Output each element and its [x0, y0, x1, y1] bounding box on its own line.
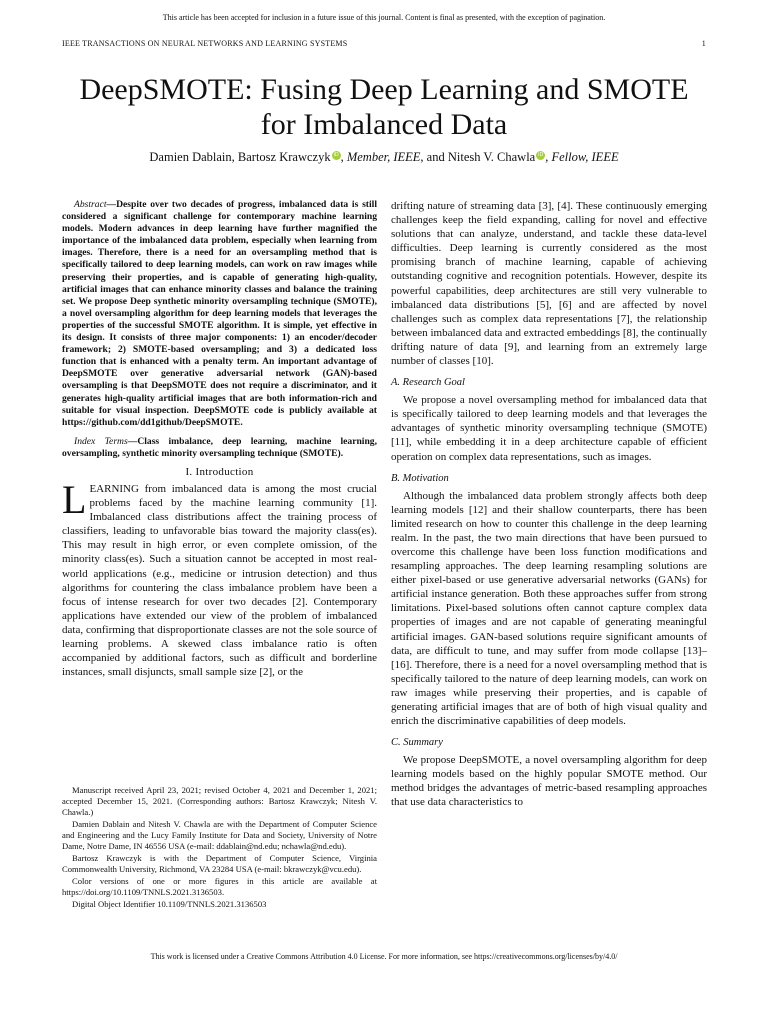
running-header [62, 39, 706, 48]
left-column [62, 199, 377, 679]
footnote: Color versions of one or more figures in this article are available at https://doi.org/10.1109/TNNLS.2021.3136503. [62, 876, 377, 897]
motivation-paragraph: Although the imbalanced data problem strongly affects both deep learning models [12] and their shallow counterparts, there has been limited research on how to counter this challenge in the deep learning realm. In the past, the two main directions that have been pursued to overcome this challenge have been loss function modifications and resampling approaches. The deep learning resampling solutions are either pixel-based or use generative adversarial networks (GANs) for artificial instance generation. Both these approaches suffer from strong limitations. Pixel-based solutions often cannot capture complex data properties of images and are not capable of generating meaningful artificial images. GAN-based solutions require significant amounts of data, are difficult to tune, and may suffer from mode collapse [13]–[16]. Therefore, there is a need for a novel oversampling method that is specifically tailored to the nature of deep learning models, can work on raw images while preserving their properties, and is capable of generating artificial images that are of both of high visual quality and enrich the discriminative capabilities of deep models. [391, 489, 707, 728]
title-line-2: for Imbalanced Data [260, 108, 508, 141]
title-line-1: DeepSMOTE: Fusing Deep Learning and SMOTE [79, 73, 689, 106]
continuation-paragraph: drifting nature of streaming data [3], [4]. These continuously emerging challenges keep the field expanding, calling for novel and effective solutions that can analyze, understand, and tackle these data-level difficulties. Deep learning is currently considered as the most promising branch of machine learning, capable of achieving outstanding cognitive and recognition potentials. However, despite its powerful capabilities, deep architectures are still very vulnerable to imbalanced data distributions [5], [6] and are affected by novel challenges such as complex data representations [7], the relationship between imbalanced data and extracted embeddings [8], the continually drifting nature of data [9], and learning from an extremely large number of classes [10]. [391, 200, 707, 368]
subsection-summary: C. Summary [391, 737, 443, 749]
journal-name: IEEE TRANSACTIONS ON NEURAL NETWORKS AND LEARNING SYSTEMS [62, 39, 348, 48]
abstract: Abstract—Despite over two decades of progress, imbalanced data is still considered a significant challenge for contemporary machine learning models. Modern advances in deep learning have further magnified the importance of the imbalanced data problem, especially when learning from images. Therefore, there is a need for an oversampling method that is specifically tailored to deep learning models, can work on raw images while preserving their properties, and is capable of generating high-quality, artificial images that can enhance minority classes and balance the training set. We propose Deep synthetic minority oversampling technique (SMOTE), a novel oversampling algorithm for deep learning models that leverages the properties of the successful SMOTE algorithm. It is simple, yet effective in its design. It consists of three major components: 1) an encoder/decoder framework; 2) SMOTE-based oversampling; and 3) a dedicated loss function that is enhanced with a penalty term. An important advantage of DeepSMOTE over generative adversarial network (GAN)-based oversampling is that DeepSMOTE does not require a discriminator, and it generates high-quality artificial images that are both information-rich and suitable for visual inspection. DeepSMOTE code is publicly available at https://github.com/dd1github/DeepSMOTE. [62, 199, 377, 428]
footnote: Digital Object Identifier 10.1109/TNNLS.2021.3136503 [72, 899, 267, 909]
subsection-motivation: B. Motivation [391, 472, 449, 484]
fellow-title: Fellow, IEEE [551, 150, 619, 164]
orcid-icon[interactable]: iD [538, 152, 544, 158]
authors-part-1: Damien Dablain, Bartosz Krawczyk [149, 150, 331, 164]
member-title: Member, IEEE [346, 150, 421, 164]
summary-paragraph: We propose DeepSMOTE, a novel oversampling algorithm for deep learning models based on the highly popular SMOTE method. Our method bridges the advantages of metric-based resampling approaches that use data characteristics to [391, 754, 707, 809]
drop-cap: L [62, 476, 87, 522]
index-terms-text: Class imbalance, deep learning, machine learning, oversampling, synthetic minority oversampling technique (SMOTE). [62, 435, 378, 459]
section-heading-introduction: I. Introduction [185, 465, 254, 478]
footnotes [62, 785, 377, 911]
orcid-icon[interactable]: iD [333, 152, 339, 158]
intro-paragraph: LEARNING from imbalanced data is among the most crucial problems faced by the machine learning community [1]. Imbalanced class distributions affect the training process of classifiers, leading to unfavorable bias toward the majority class(es). This may result in high error, or even complete omission, of the minority class(es). Such a situation cannot be accepted in most real-world applications (e.g., medicine or intrusion detection) and thus algorithms for countering the class imbalance problem have been a focus of intense research for over two decades [2]. Contemporary applications have extended our view of the problem of imbalanced data, confirming that disproportionate classes are not the sole source of learning problems. A skewed class imbalance ratio is often accompanied by additional factors, such as difficult and borderline instances, small disjuncts, small sample size [2], or the [62, 476, 377, 679]
right-column [391, 199, 707, 810]
authors-part-2: , and Nitesh V. Chawla [420, 150, 536, 164]
subsection-research-goal: A. Research Goal [391, 377, 465, 389]
footnote: Bartosz Krawczyk is with the Department of Computer Science, Virginia Commonwealth University, Richmond, VA 23284 USA (e-mail: bkrawczyk@vcu.edu). [62, 853, 377, 874]
research-goal-paragraph: We propose a novel oversampling method for imbalanced data that is specifically tailored to deep learning models and that leverages the advantages of synthetic minority oversampling technique (SMOTE) [11], while embedding it in a deep architecture capable of efficient operation on complex data representations, such as images. [391, 394, 707, 463]
footnote: Manuscript received April 23, 2021; revised October 4, 2021 and December 1, 2021; accepted December 15, 2021. (Corresponding authors: Bartosz Krawczyk; Nitesh V. Chawla.) [62, 785, 377, 817]
page-number: 1 [701, 39, 706, 48]
author-line: Damien Dablain, Bartosz Krawczyk iD , Member, IEEE, and Nitesh V. Chawla iD , Fellow, IEEE [149, 150, 619, 164]
index-terms: Index Terms—Class imbalance, deep learning, machine learning, oversampling, synthetic minority oversampling technique (SMOTE). [62, 435, 378, 459]
footnote: Damien Dablain and Nitesh V. Chawla are with the Department of Computer Science and Engineering and the Lucy Family Institute for Data and Society, University of Notre Dame, Notre Dame, IN 46556 USA (e-mail: ddablain@nd.edu; nchawla@nd.edu). [62, 819, 377, 851]
abstract-text: Despite over two decades of progress, imbalanced data is still considered a significant challenge for contemporary machine learning models. Modern advances in deep learning have further magnified the importance of the imbalanced data problem, especially when learning from images. Therefore, there is a need for an oversampling method that is specifically tailored to deep learning models, can work on raw images while preserving their properties, and is capable of generating high-quality, artificial images that can enhance minority classes and balance the training set. We propose Deep synthetic minority oversampling technique (SMOTE), a novel oversampling algorithm for deep learning models that leverages the properties of the successful SMOTE algorithm. It is simple, yet effective in its design. It consists of three major components: 1) an encoder/decoder framework; 2) SMOTE-based oversampling; and 3) a dedicated loss function that is enhanced with a penalty term. An important advantage of DeepSMOTE over generative adversarial network (GAN)-based oversampling is that DeepSMOTE does not require a discriminator, and it generates high-quality artificial images that are both information-rich and suitable for visual inspection. DeepSMOTE code is publicly available at https://github.com/dd1github/DeepSMOTE. [62, 199, 377, 428]
license-note: This work is licensed under a Creative Commons Attribution 4.0 License. For more information, see https://creativecommons.org/licenses/by/4.0/ [150, 952, 618, 961]
acceptance-note: This article has been accepted for inclusion in a future issue of this journal. Content is final as presented, with the exception of pagination. [162, 13, 606, 22]
paper-title [40, 72, 728, 142]
